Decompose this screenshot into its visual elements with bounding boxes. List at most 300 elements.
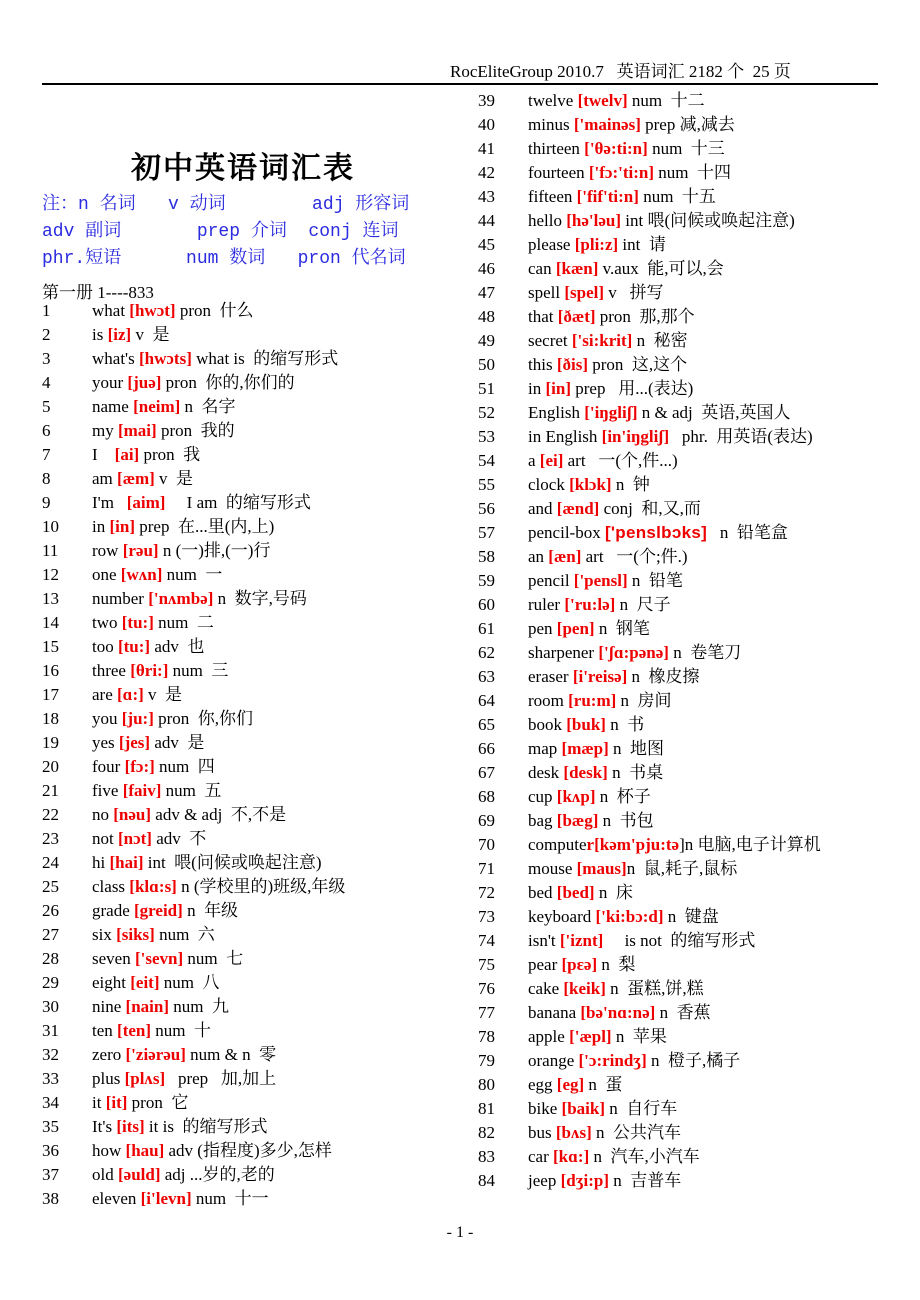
entry-word: plus [92, 1069, 125, 1088]
entry-text [92, 1163, 472, 1187]
vocab-entry [42, 923, 472, 947]
entry-number: 22 [42, 805, 59, 824]
entry-number: 57 [478, 523, 495, 542]
entry-gloss: pron 我 [139, 445, 201, 464]
entry-gloss: n 尺子 [615, 595, 671, 614]
entry-gloss: n 床 [594, 883, 633, 902]
entry-word: row [92, 541, 123, 560]
entry-phonetic: [pen] [556, 619, 595, 638]
entry-text [92, 515, 472, 539]
entry-word: name [92, 397, 134, 416]
entry-word: class [92, 877, 130, 896]
entry-gloss: n 名字 [180, 397, 236, 416]
entry-number: 11 [42, 541, 59, 560]
entry-gloss: n 橙子,橘子 [646, 1051, 741, 1070]
entry-phonetic: [ai] [114, 445, 140, 464]
entry-gloss: n (一)排,(一)行 [158, 541, 271, 560]
entry-gloss: num 六 [154, 925, 215, 944]
vocab-entry [42, 803, 472, 827]
entry-gloss: n 杯子 [595, 787, 651, 806]
vocab-entry [42, 995, 472, 1019]
entry-text [528, 377, 916, 401]
vocab-entry [42, 395, 472, 419]
entry-gloss: phr. 用英语(表达) [669, 427, 813, 446]
vocab-entry [478, 89, 916, 113]
entry-text [92, 1043, 472, 1067]
entry-number: 44 [478, 211, 495, 230]
vocab-entry [478, 1145, 916, 1169]
vocab-entry [42, 1187, 472, 1211]
entry-gloss: n (学校里的)班级,年级 [176, 877, 346, 896]
entry-text [528, 113, 916, 137]
entry-text [528, 545, 916, 569]
entry-number: 19 [42, 733, 59, 752]
entry-text [528, 353, 916, 377]
entry-phonetic: [buk] [566, 715, 606, 734]
entry-word: are [92, 685, 118, 704]
entry-gloss: num 九 [169, 997, 229, 1016]
entry-text [528, 761, 916, 785]
entry-phonetic: [i'reisə] [572, 667, 628, 686]
entry-number: 56 [478, 499, 495, 518]
entry-number: 52 [478, 403, 495, 422]
vocab-entry [478, 833, 916, 857]
entry-word: map [528, 739, 562, 758]
entry-number: 78 [478, 1027, 495, 1046]
entry-text [92, 563, 472, 587]
entry-word: how [92, 1141, 126, 1160]
vocab-entry [478, 617, 916, 641]
vocab-entry [42, 371, 472, 395]
entry-number: 27 [42, 925, 59, 944]
entry-text [528, 833, 916, 857]
vocab-entry [478, 113, 916, 137]
entry-text [528, 449, 916, 473]
entry-phonetic: [pli:z] [574, 235, 619, 254]
entry-text [528, 329, 916, 353]
entry-gloss: adv 不 [151, 829, 207, 848]
vocab-entry [42, 851, 472, 875]
vocab-entry [42, 683, 472, 707]
vocab-entry [478, 449, 916, 473]
entry-number: 50 [478, 355, 495, 374]
entry-text [528, 401, 916, 425]
vocab-entry [42, 467, 472, 491]
entry-number: 60 [478, 595, 495, 614]
vocab-entry [42, 299, 472, 323]
vocab-entry [478, 305, 916, 329]
entry-text [92, 755, 472, 779]
entry-gloss: num 二 [153, 613, 214, 632]
vocab-entry [478, 809, 916, 833]
entry-gloss: num 十 [151, 1021, 211, 1040]
entry-text [528, 473, 916, 497]
entry-gloss: int 喂(问候或唤起注意) [143, 853, 322, 872]
entry-number: 2 [42, 325, 51, 344]
entry-text [528, 857, 916, 881]
entry-text [528, 425, 916, 449]
entry-phonetic: [greid] [134, 901, 183, 920]
entry-number: 75 [478, 955, 495, 974]
entry-phonetic: ['penslbɔks] [604, 523, 708, 542]
vocab-entry [478, 713, 916, 737]
vocab-entry [478, 257, 916, 281]
vocab-entry [42, 755, 472, 779]
vocab-entry [478, 977, 916, 1001]
entry-gloss: adv 也 [150, 637, 205, 656]
vocab-entry [478, 761, 916, 785]
vocab-entry [42, 1091, 472, 1115]
vocab-entry [478, 569, 916, 593]
entry-text [528, 593, 916, 617]
entry-number: 8 [42, 469, 51, 488]
entry-gloss: adv (指程度)多少,怎样 [164, 1141, 332, 1160]
entry-text [528, 809, 916, 833]
entry-phonetic: [hai] [109, 853, 144, 872]
entry-number: 14 [42, 613, 59, 632]
entry-gloss: pron 那,那个 [595, 307, 695, 326]
entry-gloss: num 十一 [191, 1189, 269, 1208]
entry-number: 41 [478, 139, 495, 158]
entry-text [92, 395, 472, 419]
vocab-entry [478, 1049, 916, 1073]
entry-gloss: num 十二 [627, 91, 705, 110]
legend-line-2: adv 副词 prep 介词 conj 连词 [42, 222, 399, 242]
entry-number: 18 [42, 709, 59, 728]
entry-gloss: n 卷笔刀 [668, 643, 742, 662]
entry-number: 33 [42, 1069, 59, 1088]
vocab-entry [42, 1163, 472, 1187]
entry-number: 55 [478, 475, 495, 494]
vocab-entry [478, 737, 916, 761]
entry-phonetic: ['nʌmbə] [148, 589, 214, 608]
entry-word: five [92, 781, 123, 800]
vocab-entry [478, 1025, 916, 1049]
entry-number: 64 [478, 691, 495, 710]
entry-word: fourteen [528, 163, 589, 182]
entry-gloss: num 一 [162, 565, 223, 584]
vocab-entry [478, 953, 916, 977]
vocab-entry [478, 881, 916, 905]
entry-word: two [92, 613, 122, 632]
entry-phonetic: [mai] [117, 421, 157, 440]
vocab-entry [42, 779, 472, 803]
page-header: RocEliteGroup 2010.7 英语词汇 2182 个 25 页 [450, 62, 791, 81]
vocab-entry [478, 161, 916, 185]
entry-text [92, 779, 472, 803]
entry-number: 48 [478, 307, 495, 326]
vocab-list-left-column [42, 299, 472, 1211]
entry-word: in English [528, 427, 602, 446]
entry-phonetic: [kʌp] [556, 787, 596, 806]
entry-number: 80 [478, 1075, 495, 1094]
entry-gloss: pron 什么 [175, 301, 254, 320]
entry-phonetic: [jes] [118, 733, 151, 752]
entry-text [528, 737, 916, 761]
entry-number: 71 [478, 859, 495, 878]
entry-gloss: what is 的缩写形式 [191, 349, 339, 368]
entry-phonetic: ['sevn] [134, 949, 184, 968]
entry-phonetic: ['ʃɑ:pənə] [598, 643, 669, 662]
entry-gloss: is not 的缩写形式 [603, 931, 756, 950]
vocab-entry [478, 593, 916, 617]
entry-gloss: n 房间 [616, 691, 672, 710]
entry-number: 45 [478, 235, 495, 254]
entry-number: 68 [478, 787, 495, 806]
entry-word: not [92, 829, 118, 848]
entry-word: your [92, 373, 128, 392]
page-title: 初中英语词汇表 [131, 152, 355, 185]
entry-gloss: pron 这,这个 [587, 355, 688, 374]
entry-phonetic: [maus] [576, 859, 627, 878]
entry-phonetic: [wʌn] [120, 565, 163, 584]
entry-gloss: n 蛋 [584, 1075, 623, 1094]
vocab-entry [42, 659, 472, 683]
entry-text [528, 785, 916, 809]
entry-gloss: pron 你的,你们的 [161, 373, 295, 392]
vocab-entry [478, 425, 916, 449]
entry-phonetic: [ɑ:] [117, 685, 144, 704]
vocab-entry [478, 377, 916, 401]
entry-gloss: prep 在...里(内,上) [134, 517, 275, 536]
entry-gloss: n & adj 英语,英国人 [637, 403, 791, 422]
entry-number: 5 [42, 397, 51, 416]
entry-word: eleven [92, 1189, 141, 1208]
entry-number: 63 [478, 667, 495, 686]
vocab-entry [478, 1001, 916, 1025]
vocab-entry [478, 545, 916, 569]
entry-word: fifteen [528, 187, 577, 206]
entry-word: egg [528, 1075, 557, 1094]
entry-phonetic: [plʌs] [124, 1069, 166, 1088]
entry-phonetic: [nain] [125, 997, 169, 1016]
entry-phonetic: [in] [109, 517, 135, 536]
entry-phonetic: r[kəm'pju:tə [586, 835, 680, 854]
entry-text [528, 257, 916, 281]
entry-text [92, 1019, 472, 1043]
entry-phonetic: [klɑ:s] [129, 877, 177, 896]
entry-text [92, 491, 472, 515]
entry-phonetic: [keik] [563, 979, 606, 998]
entry-number: 7 [42, 445, 51, 464]
entry-phonetic: ['iŋgliʃ] [584, 403, 638, 422]
entry-text [528, 521, 916, 545]
entry-text [92, 707, 472, 731]
vocab-entry [42, 1115, 472, 1139]
entry-word: clock [528, 475, 570, 494]
entry-number: 26 [42, 901, 59, 920]
entry-word: pencil-box [528, 523, 605, 542]
entry-gloss: v 是 [143, 685, 183, 704]
entry-gloss: pron 它 [127, 1093, 189, 1112]
entry-text [528, 161, 916, 185]
vocab-entry [478, 281, 916, 305]
entry-phonetic: [spel] [564, 283, 605, 302]
entry-text [528, 1001, 916, 1025]
entry-word: bus [528, 1123, 556, 1142]
entry-phonetic: [twelv] [577, 91, 628, 110]
entry-number: 17 [42, 685, 59, 704]
vocab-entry [42, 875, 472, 899]
entry-phonetic: ['ki:bɔ:d] [595, 907, 664, 926]
entry-gloss: n 铅笔 [627, 571, 683, 590]
entry-text [528, 641, 916, 665]
vocab-entry [42, 419, 472, 443]
vocab-entry [478, 1097, 916, 1121]
entry-gloss: n 地图 [608, 739, 664, 758]
entry-word: jeep [528, 1171, 561, 1190]
entry-phonetic: [rəu] [122, 541, 159, 560]
entry-gloss: v.aux 能,可以,会 [598, 259, 724, 278]
vocab-entry [42, 1019, 472, 1043]
vocab-entry [42, 443, 472, 467]
entry-phonetic: ['ru:lə] [564, 595, 616, 614]
entry-number: 10 [42, 517, 59, 536]
entry-text [528, 689, 916, 713]
abbreviation-legend [42, 192, 444, 273]
entry-phonetic: [nɔt] [117, 829, 152, 848]
entry-number: 29 [42, 973, 59, 992]
entry-text [92, 1091, 472, 1115]
entry-word: old [92, 1165, 118, 1184]
entry-phonetic: [desk] [563, 763, 608, 782]
entry-number: 84 [478, 1171, 495, 1190]
entry-text [528, 1049, 916, 1073]
entry-number: 23 [42, 829, 59, 848]
entry-phonetic: [iz] [107, 325, 132, 344]
entry-word: is [92, 325, 108, 344]
entry-number: 3 [42, 349, 51, 368]
entry-phonetic: [hwɔt] [129, 301, 176, 320]
entry-gloss: ]n 电脑,电子计算机 [679, 835, 821, 854]
entry-word: yes [92, 733, 119, 752]
entry-number: 49 [478, 331, 495, 350]
vocab-entry [42, 731, 472, 755]
vocab-entry [42, 827, 472, 851]
entry-phonetic: ['fɔ:'ti:n] [588, 163, 655, 182]
entry-number: 82 [478, 1123, 495, 1142]
entry-phonetic: [baik] [561, 1099, 605, 1118]
entry-phonetic: [fɔ:] [124, 757, 155, 776]
entry-text [528, 617, 916, 641]
entry-text [92, 947, 472, 971]
entry-gloss: n 年级 [182, 901, 239, 920]
vocab-entry [478, 209, 916, 233]
entry-word: it [92, 1093, 106, 1112]
entry-word: English [528, 403, 585, 422]
entry-phonetic: [aim] [126, 493, 166, 512]
entry-word: cake [528, 979, 564, 998]
entry-phonetic: [pɛə] [561, 955, 598, 974]
entry-phonetic: [kæn] [555, 259, 599, 278]
entry-word: book [528, 715, 567, 734]
entry-number: 59 [478, 571, 495, 590]
entry-number: 15 [42, 637, 59, 656]
entry-text [92, 683, 472, 707]
entry-number: 66 [478, 739, 495, 758]
entry-text [92, 659, 472, 683]
vocab-entry [42, 635, 472, 659]
entry-gloss: n 钢笔 [594, 619, 650, 638]
vocab-entry [42, 1067, 472, 1091]
entry-word: bed [528, 883, 557, 902]
entry-word: in [92, 517, 110, 536]
entry-number: 1 [42, 301, 51, 320]
entry-gloss: prep 减,减去 [640, 115, 735, 134]
entry-phonetic: ['iznt] [559, 931, 604, 950]
entry-gloss: num 五 [161, 781, 222, 800]
entry-text [92, 419, 472, 443]
entry-gloss: num 十三 [647, 139, 725, 158]
entry-phonetic: [kɑ:] [553, 1147, 590, 1166]
entry-text [528, 881, 916, 905]
vocab-list-right-column [478, 89, 916, 1193]
entry-number: 53 [478, 427, 495, 446]
entry-word: one [92, 565, 121, 584]
entry-word: It's [92, 1117, 117, 1136]
entry-gloss: v 是 [131, 325, 170, 344]
entry-number: 6 [42, 421, 51, 440]
vocab-entry [478, 689, 916, 713]
entry-phonetic: [hə'ləu] [566, 211, 622, 230]
entry-word: hi [92, 853, 110, 872]
entry-text [92, 611, 472, 635]
entry-word: an [528, 547, 549, 566]
entry-gloss: n 吉普车 [609, 1171, 682, 1190]
entry-text [92, 731, 472, 755]
entry-word: no [92, 805, 114, 824]
entry-phonetic: [in] [545, 379, 571, 398]
entry-word: can [528, 259, 556, 278]
entry-phonetic: [bed] [556, 883, 595, 902]
vocab-entry [478, 353, 916, 377]
entry-gloss: n 秘密 [632, 331, 688, 350]
entry-phonetic: ['ziərəu] [125, 1045, 186, 1064]
entry-gloss: prep 加,加上 [165, 1069, 277, 1088]
entry-number: 76 [478, 979, 495, 998]
entry-word: pear [528, 955, 562, 974]
vocab-entry [42, 347, 472, 371]
vocab-entry [478, 401, 916, 425]
entry-gloss: conj 和,又,而 [599, 499, 701, 518]
vocab-entry [42, 587, 472, 611]
entry-gloss: n 苹果 [611, 1027, 667, 1046]
entry-word: eraser [528, 667, 573, 686]
entry-gloss: n 钟 [611, 475, 650, 494]
vocab-entry [42, 899, 472, 923]
entry-word: keyboard [528, 907, 596, 926]
entry-phonetic: [tu:] [121, 613, 154, 632]
entry-number: 13 [42, 589, 59, 608]
entry-number: 43 [478, 187, 495, 206]
entry-text [528, 185, 916, 209]
entry-gloss: num 十五 [638, 187, 716, 206]
entry-phonetic: [ten] [117, 1021, 152, 1040]
entry-gloss: num 四 [154, 757, 215, 776]
entry-phonetic: [æm] [117, 469, 155, 488]
entry-phonetic: [ju:] [121, 709, 154, 728]
entry-number: 83 [478, 1147, 495, 1166]
entry-phonetic: ['mainəs] [573, 115, 641, 134]
entry-number: 42 [478, 163, 495, 182]
entry-gloss: num & n 零 [185, 1045, 277, 1064]
entry-text [528, 281, 916, 305]
entry-gloss: n 数字,号码 [213, 589, 307, 608]
entry-number: 16 [42, 661, 59, 680]
entry-text [92, 371, 472, 395]
vocab-entry [478, 1073, 916, 1097]
entry-word: six [92, 925, 117, 944]
